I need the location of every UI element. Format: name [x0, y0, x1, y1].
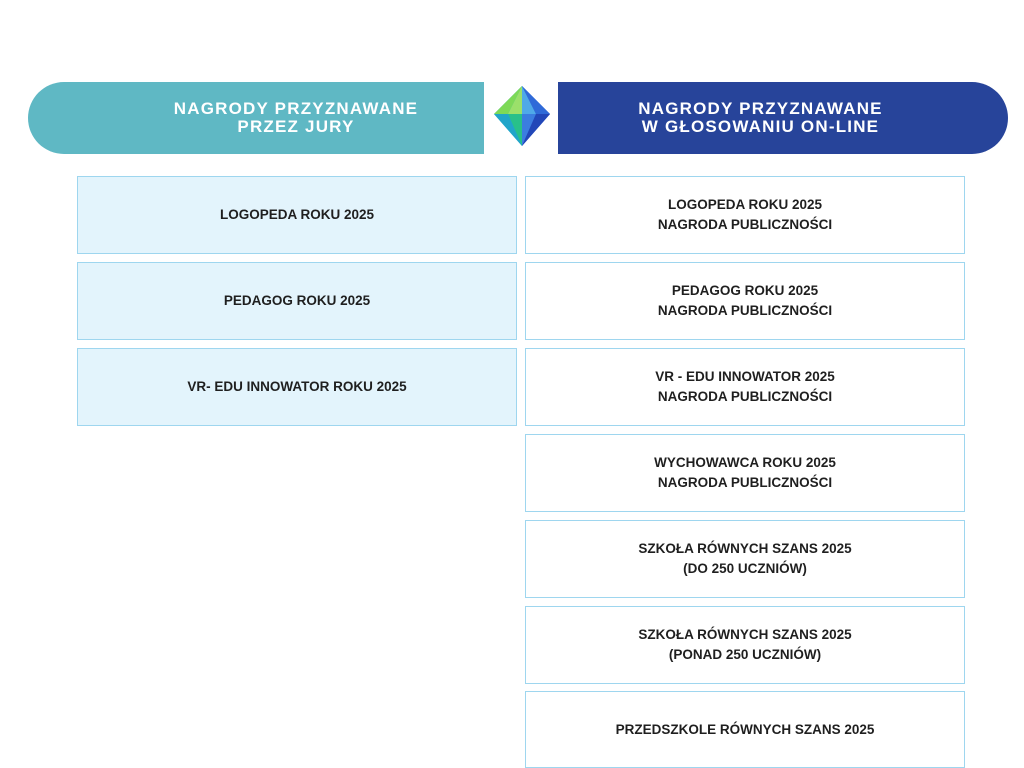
- online-award-card: [525, 176, 965, 254]
- jury-award-card: [77, 176, 517, 254]
- award-subtitle: (PONAD 250 UCZNIÓW): [668, 647, 822, 662]
- jury-header-line2: PRZEZ JURY: [237, 117, 355, 136]
- award-subtitle: NAGRODA PUBLICZNOŚCI: [657, 475, 833, 490]
- award-title: LOGOPEDA ROKU 2025: [219, 207, 375, 222]
- award-title: VR - EDU INNOWATOR 2025: [655, 369, 835, 384]
- award-title: LOGOPEDA ROKU 2025: [667, 197, 823, 212]
- award-title: SZKOŁA RÓWNYCH SZANS 2025: [638, 541, 852, 556]
- online-header-line1: NAGRODY PRZYZNAWANE: [638, 99, 883, 118]
- online-awards-header: [558, 82, 1008, 154]
- award-subtitle: (DO 250 UCZNIÓW): [683, 561, 807, 576]
- award-title: PEDAGOG ROKU 2025: [223, 293, 371, 308]
- award-title: WYCHOWAWCA ROKU 2025: [654, 455, 836, 470]
- online-award-card: [525, 520, 965, 598]
- jury-awards-header: [28, 82, 484, 154]
- online-award-card: [525, 348, 965, 426]
- jury-header-line1: NAGRODY PRZYZNAWANE: [173, 99, 419, 118]
- online-award-card: [525, 691, 965, 768]
- award-title: VR- EDU INNOWATOR ROKU 2025: [187, 379, 407, 394]
- award-subtitle: NAGRODA PUBLICZNOŚCI: [657, 303, 833, 318]
- award-title: PRZEDSZKOLE RÓWNYCH SZANS 2025: [615, 721, 875, 737]
- online-header-line2: W GŁOSOWANIU ON-LINE: [641, 117, 880, 136]
- award-title: SZKOŁA RÓWNYCH SZANS 2025: [638, 627, 852, 642]
- award-subtitle: NAGRODA PUBLICZNOŚCI: [657, 217, 833, 232]
- online-award-card: [525, 606, 965, 684]
- award-subtitle: NAGRODA PUBLICZNOŚCI: [657, 389, 833, 404]
- award-title: PEDAGOG ROKU 2025: [671, 283, 819, 298]
- jury-award-card: [77, 348, 517, 426]
- online-award-card: [525, 434, 965, 512]
- online-award-card: [525, 262, 965, 340]
- diamond-gem-icon: [490, 84, 554, 148]
- jury-award-card: [77, 262, 517, 340]
